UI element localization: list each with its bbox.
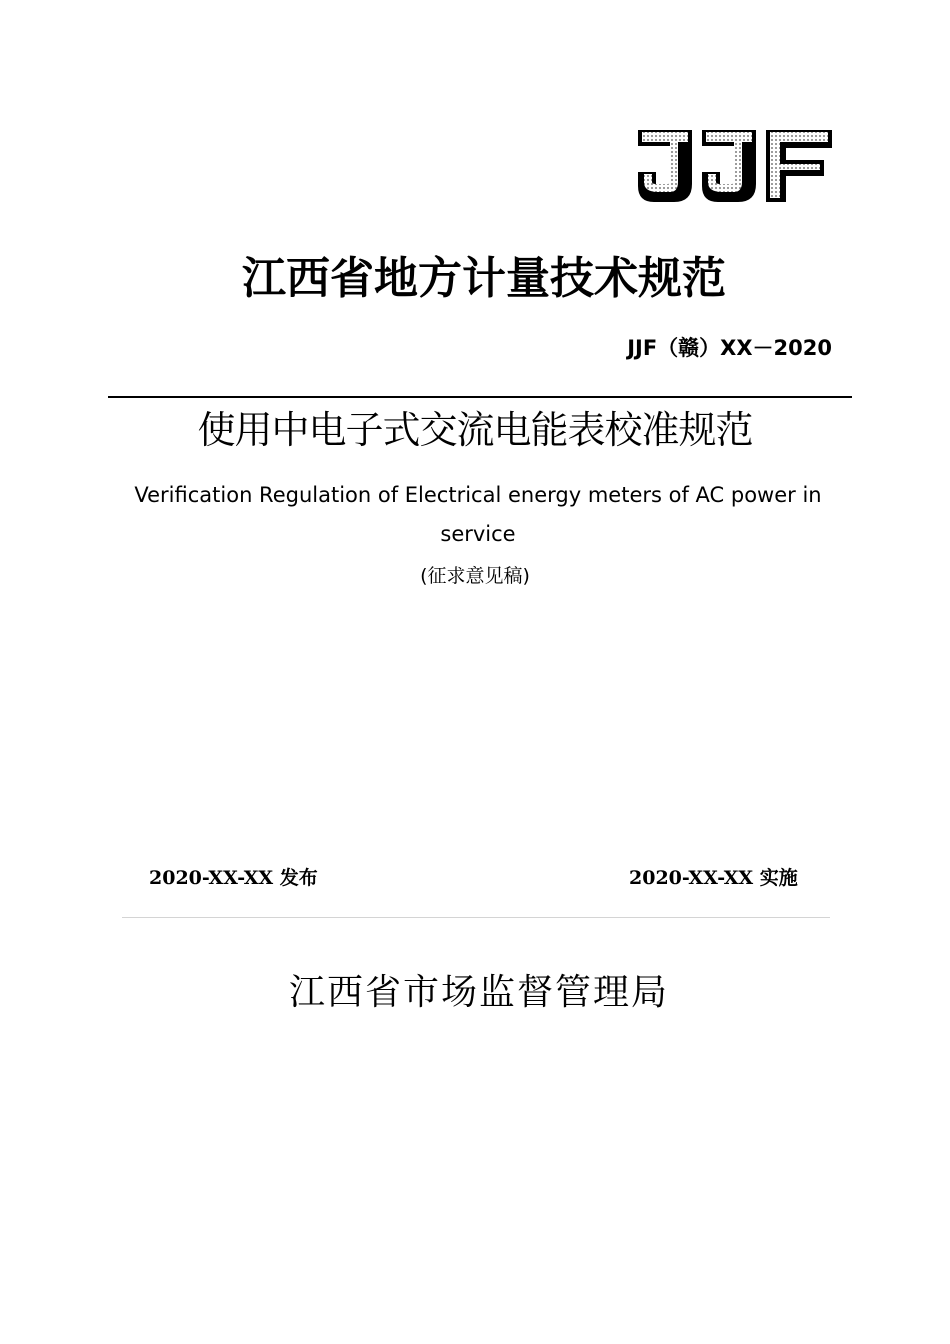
standard-code: JJF（赣）XX－2020 — [627, 336, 832, 360]
document-title-cn: 使用中电子式交流电能表校准规范 — [197, 408, 753, 452]
draft-note: (征求意见稿) — [420, 565, 530, 587]
logo-letter-j1 — [638, 130, 692, 202]
jjf-logo-graphic — [634, 122, 836, 206]
org-title: 江西省地方计量技术规范 — [242, 253, 726, 304]
logo-letter-f — [766, 130, 832, 202]
implement-date: 2020-XX-XX 实施 — [629, 867, 798, 889]
document-title-en: Verification Regulation of Electrical energy meters of AC power in service — [134, 483, 822, 546]
date-divider — [122, 917, 830, 918]
issue-date: 2020-XX-XX 发布 — [149, 867, 318, 889]
title-divider — [108, 396, 852, 398]
logo-letter-j2 — [702, 130, 756, 202]
issuing-authority: 江西省市场监督管理局 — [288, 972, 669, 1013]
jjf-logo — [634, 122, 836, 206]
